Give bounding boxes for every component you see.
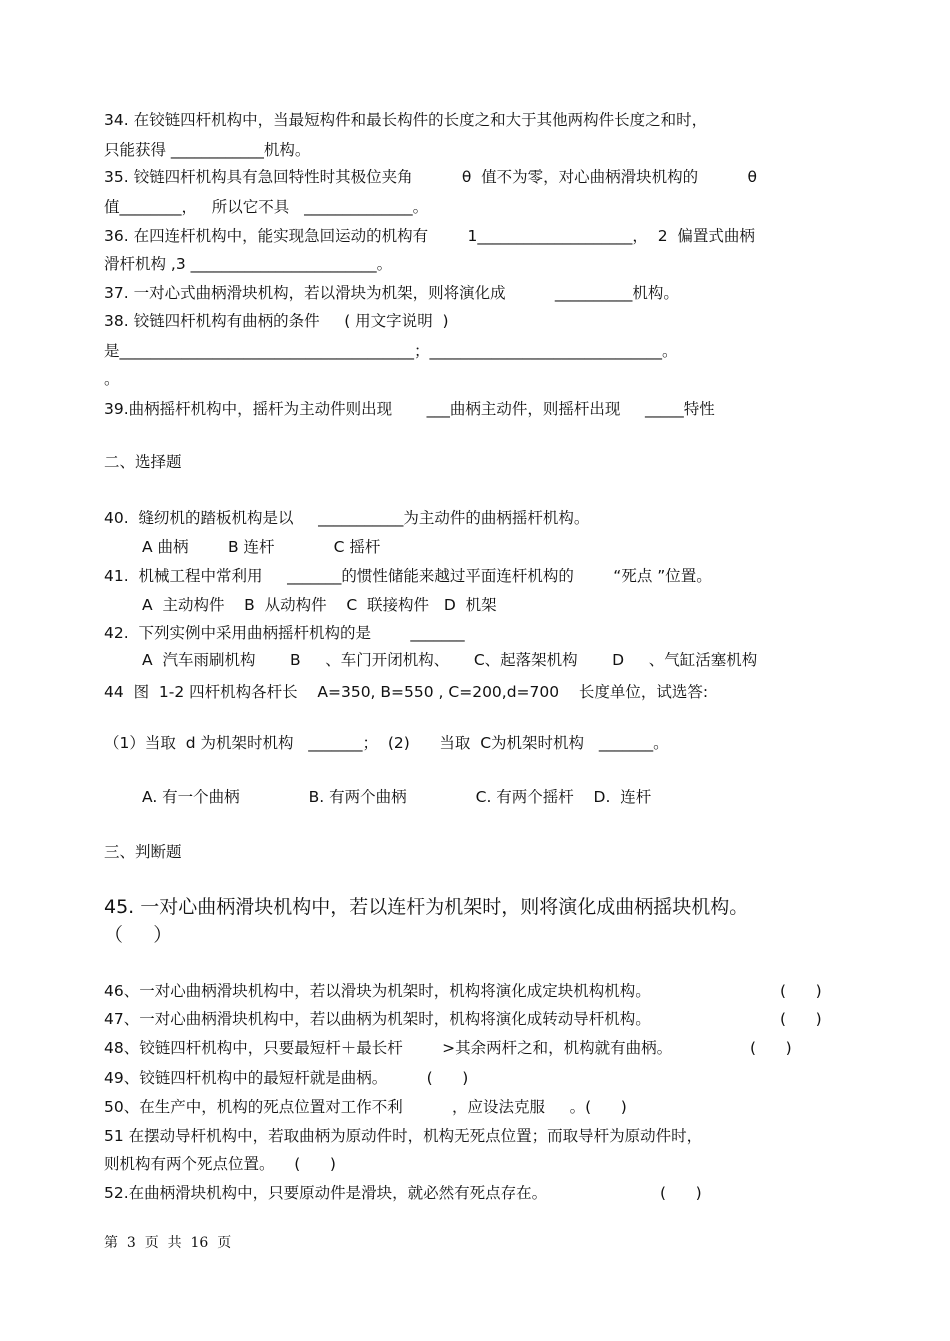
question-40-options: A 曲柄 B 连杆 C 摇杆 — [142, 538, 381, 556]
question-47-paren: ( ) — [780, 1010, 822, 1028]
question-51-line2: 则机构有两个死点位置。 ( ) — [104, 1155, 336, 1173]
question-35-line2: 值________， 所以它不具 ______________。 — [104, 198, 429, 216]
question-52: 52.在曲柄滑块机构中，只要原动件是滑块，就必然有死点存在。 — [104, 1184, 548, 1202]
question-45-paren: （ ） — [104, 924, 173, 946]
question-38-line1: 38. 铰链四杆机构有曲柄的条件 ( 用文字说明 ) — [104, 312, 449, 330]
question-40: 40. 缝纫机的踏板机构是以 ___________为主动件的曲柄摇杆机构。 — [104, 509, 590, 527]
question-36-line1: 36. 在四连杆机构中，能实现急回运动的机构有 1____________________， 2 偏置式曲柄 — [104, 227, 755, 245]
question-48-paren: ( ) — [750, 1039, 792, 1057]
question-49: 49、铰链四杆机构中的最短杆就是曲柄。 ( ) — [104, 1069, 469, 1087]
question-34-line1: 34. 在铰链四杆机构中，当最短构件和最长构件的长度之和大于其他两构件长度之和时， — [104, 111, 708, 129]
question-35-line1: 35. 铰链四杆机构具有急回特性时其极位夹角 θ 值不为零，对心曲柄滑块机构的 θ — [104, 168, 757, 186]
section-choice-heading: 二、选择题 — [104, 453, 182, 471]
question-37: 37. 一对心式曲柄滑块机构，若以滑块为机架，则将演化成 __________机构。 — [104, 284, 679, 302]
question-42-options: A 汽车雨刷机构 B 、车门开闭机构、 C、起落架机构 D 、气缸活塞机构 — [142, 651, 758, 669]
question-45-line1: 45. 一对心曲柄滑块机构中，若以连杆为机架时，则将演化成曲柄摇块机构。 — [104, 896, 749, 918]
question-48: 48、铰链四杆机构中，只要最短杆＋最长杆 >其余两杆之和，机构就有曲柄。 — [104, 1039, 673, 1057]
question-46: 46、一对心曲柄滑块机构中，若以滑块为机架时，机构将演化成定块机构机构。 — [104, 982, 651, 1000]
question-38-line3: 。 — [104, 370, 120, 388]
question-34-line2: 只能获得 ____________机构。 — [104, 141, 311, 159]
question-36-line2: 滑杆机构 ,3 ________________________。 — [104, 255, 393, 273]
section-judge-heading: 三、判断题 — [104, 843, 182, 861]
question-42: 42. 下列实例中采用曲柄摇杆机构的是 _______ — [104, 624, 465, 642]
question-38-line2: 是______________________________________；______________________________。 — [104, 342, 678, 360]
question-51-line1: 51 在摆动导杆机构中，若取曲柄为原动件时，机构无死点位置；而取导杆为原动件时， — [104, 1127, 703, 1145]
question-44-subquestions: （1）当取 d 为机架时机构 _______； (2) 当取 C为机架时机构 _______。 — [104, 734, 669, 752]
question-44: 44 图 1-2 四杆机构各杆长 A=350, B=550 , C=200,d=700 长度单位，试选答: — [104, 683, 709, 701]
question-46-paren: ( ) — [780, 982, 822, 1000]
question-39: 39.曲柄摇杆机构中，摇杆为主动件则出现 ___曲柄主动件，则摇杆出现 _____特性 — [104, 400, 715, 418]
question-44-options: A. 有一个曲柄 B. 有两个曲柄 C. 有两个摇杆 D. 连杆 — [142, 788, 652, 806]
question-50: 50、在生产中，机构的死点位置对工作不利 ，应设法克服 。( ) — [104, 1098, 627, 1116]
page-footer: 第 3 页 共 16 页 — [104, 1235, 232, 1251]
question-52-paren: ( ) — [660, 1184, 702, 1202]
question-41: 41. 机械工程中常利用 _______的惯性储能来越过平面连杆机构的 “死点 ”位置。 — [104, 567, 712, 585]
question-47: 47、一对心曲柄滑块机构中，若以曲柄为机架时，机构将演化成转动导杆机构。 — [104, 1010, 651, 1028]
question-41-options: A 主动构件 B 从动构件 C 联接构件 D 机架 — [142, 596, 497, 614]
